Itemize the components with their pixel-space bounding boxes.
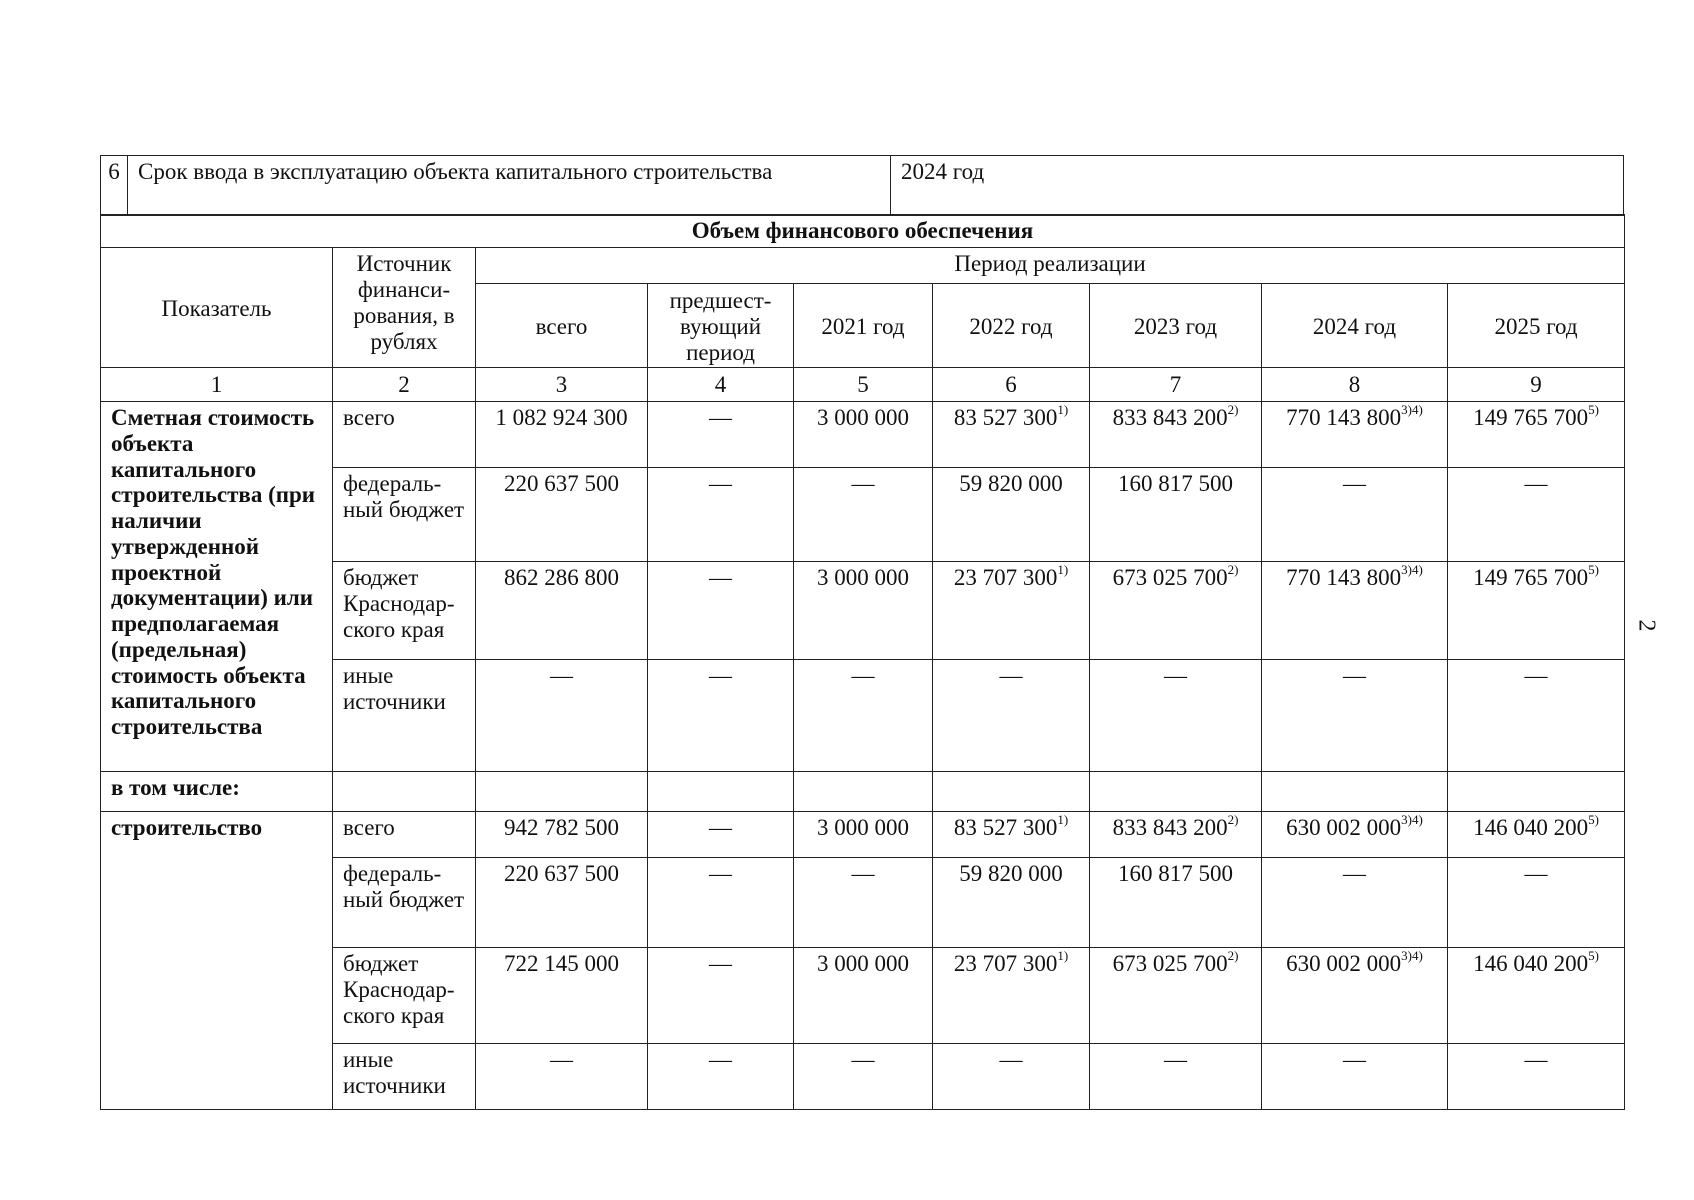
value-text: — — [1343, 471, 1366, 496]
table-row — [101, 812, 1625, 858]
source-label: бюджет Краснодар-ского края — [333, 562, 476, 660]
value-text: — — [1524, 471, 1548, 496]
row-number: 6 — [101, 156, 128, 216]
indicator-label: строительство — [101, 812, 333, 1110]
value-cell — [794, 402, 933, 468]
value-cell — [1090, 858, 1262, 948]
value-text: — — [851, 861, 875, 886]
value-text: 770 143 800 — [1286, 405, 1402, 430]
value-cell — [1090, 468, 1262, 562]
value-text: — — [709, 471, 732, 496]
footnote-mark: 1) — [1057, 948, 1069, 964]
table-row — [101, 402, 1625, 468]
value-cell — [1262, 660, 1448, 772]
value-text: — — [999, 1047, 1023, 1072]
value-text: — — [1343, 1047, 1366, 1072]
value-cell — [1262, 402, 1448, 468]
value-text: 673 025 700 — [1112, 951, 1228, 976]
header-col: предшест-вующий период — [648, 284, 794, 368]
value-text: — — [550, 663, 573, 688]
indicator-label: Сметная стоимость объекта капитального строительства (при наличии утвержденной проектной документации) или предполагаемая (предельная) стоимость объекта капитального строительства — [101, 402, 333, 772]
value-cell — [476, 660, 648, 772]
header-period: Период реализации — [476, 248, 1625, 284]
value-text: 220 637 500 — [504, 471, 619, 496]
source-label: иные источники — [333, 660, 476, 772]
value-text: 59 820 000 — [959, 471, 1063, 496]
column-number: 9 — [1448, 368, 1625, 402]
value-cell — [1448, 1044, 1625, 1110]
value-cell — [794, 948, 933, 1044]
value-text: 770 143 800 — [1286, 565, 1402, 590]
value-cell — [476, 402, 648, 468]
value-text: — — [709, 405, 732, 430]
value-text: 146 040 200 — [1473, 815, 1589, 840]
value-cell — [933, 660, 1090, 772]
footnote-mark: 5) — [1588, 948, 1599, 964]
value-text: 833 843 200 — [1112, 405, 1228, 430]
value-text: — — [709, 1047, 732, 1072]
value-cell — [1448, 948, 1625, 1044]
value-cell — [1090, 562, 1262, 660]
column-number: 1 — [101, 368, 333, 402]
value-text: 3 000 000 — [817, 815, 909, 840]
value-text: 942 782 500 — [504, 815, 619, 840]
value-text: — — [550, 1047, 573, 1072]
source-label: всего — [333, 812, 476, 858]
section-title-row — [101, 215, 1625, 248]
footnote-mark: 2) — [1227, 812, 1239, 828]
footnote-mark: 3)4) — [1401, 562, 1423, 578]
header-row-1 — [101, 248, 1625, 284]
header-col: всего — [476, 284, 648, 368]
value-text: 160 817 500 — [1118, 471, 1233, 496]
value-cell — [794, 812, 933, 858]
value-cell — [794, 1044, 933, 1110]
footnote-mark: 2) — [1227, 562, 1239, 578]
commissioning-table — [100, 155, 1624, 216]
value-cell — [794, 660, 933, 772]
footnote-mark: 5) — [1588, 402, 1599, 418]
value-cell — [1448, 468, 1625, 562]
value-cell — [648, 1044, 794, 1110]
source-label: федераль-ный бюджет — [333, 858, 476, 948]
section-title: Объем финансового обеспечения — [101, 215, 1625, 248]
source-label: иные источники — [333, 1044, 476, 1110]
value-cell — [933, 858, 1090, 948]
group-total-cost — [101, 402, 1625, 772]
value-cell — [794, 562, 933, 660]
footnote-mark: 1) — [1057, 402, 1069, 418]
footnote-mark: 2) — [1227, 948, 1239, 964]
value-cell — [1090, 948, 1262, 1044]
value-text: 1 082 924 300 — [495, 405, 628, 430]
value-cell — [476, 468, 648, 562]
value-text: — — [851, 663, 875, 688]
value-text: 220 637 500 — [504, 861, 619, 886]
header-col: 2022 год — [933, 284, 1090, 368]
value-cell — [1448, 858, 1625, 948]
value-cell — [476, 812, 648, 858]
column-number: 8 — [1262, 368, 1448, 402]
value-cell — [476, 948, 648, 1044]
column-numbers-row — [101, 368, 1625, 402]
value-cell — [1448, 812, 1625, 858]
value-text: 862 286 800 — [504, 565, 619, 590]
value-text: 23 707 300 — [953, 565, 1058, 590]
page-number: 2 — [1633, 619, 1660, 632]
header-col: 2021 год — [794, 284, 933, 368]
value-cell — [933, 562, 1090, 660]
value-text: — — [709, 565, 732, 590]
value-text: — — [709, 951, 732, 976]
column-number: 5 — [794, 368, 933, 402]
commissioning-row — [101, 156, 1624, 216]
value-cell — [648, 402, 794, 468]
value-text: — — [1524, 1047, 1548, 1072]
source-label: бюджет Краснодар-ского края — [333, 948, 476, 1044]
value-cell — [1090, 1044, 1262, 1110]
including-row — [101, 772, 1625, 812]
commissioning-label: Срок ввода в эксплуатацию объекта капитального строительства — [128, 156, 891, 216]
footnote-mark: 1) — [1057, 562, 1069, 578]
value-text: — — [709, 815, 732, 840]
commissioning-value: 2024 год — [891, 156, 1624, 216]
value-cell — [648, 948, 794, 1044]
footnote-mark: 3)4) — [1401, 402, 1423, 418]
value-text: 630 002 000 — [1286, 951, 1402, 976]
value-cell — [648, 660, 794, 772]
value-text: 146 040 200 — [1473, 951, 1589, 976]
value-cell — [648, 468, 794, 562]
value-text: 149 765 700 — [1473, 405, 1589, 430]
value-cell — [933, 1044, 1090, 1110]
value-text: 149 765 700 — [1473, 565, 1589, 590]
value-cell — [1262, 562, 1448, 660]
value-cell — [1090, 660, 1262, 772]
value-cell — [794, 858, 933, 948]
value-cell — [933, 402, 1090, 468]
value-text: 83 527 300 — [953, 405, 1058, 430]
value-cell — [476, 562, 648, 660]
value-text: — — [851, 471, 875, 496]
source-label: федераль-ный бюджет — [333, 468, 476, 562]
value-cell — [1090, 812, 1262, 858]
footnote-mark: 5) — [1588, 562, 1599, 578]
value-text: 23 707 300 — [953, 951, 1058, 976]
source-label: всего — [333, 402, 476, 468]
value-cell — [1448, 660, 1625, 772]
footnote-mark: 1) — [1057, 812, 1069, 828]
value-text: 3 000 000 — [817, 951, 909, 976]
value-cell — [476, 1044, 648, 1110]
footnote-mark: 2) — [1227, 402, 1239, 418]
value-cell — [1262, 858, 1448, 948]
column-number: 3 — [476, 368, 648, 402]
value-text: — — [1524, 663, 1548, 688]
value-text: 160 817 500 — [1118, 861, 1233, 886]
value-cell — [648, 562, 794, 660]
financing-table — [100, 214, 1625, 1110]
value-text: — — [1524, 861, 1548, 886]
column-number: 7 — [1090, 368, 1262, 402]
header-indicator: Показатель — [101, 248, 333, 368]
value-text: 83 527 300 — [953, 815, 1058, 840]
value-text: — — [709, 663, 732, 688]
footnote-mark: 3)4) — [1401, 948, 1423, 964]
value-text: 833 843 200 — [1112, 815, 1228, 840]
including-label: в том числе: — [101, 772, 333, 812]
value-cell — [933, 948, 1090, 1044]
value-text: — — [1164, 663, 1187, 688]
value-text: 673 025 700 — [1112, 565, 1228, 590]
header-col: 2025 год — [1448, 284, 1625, 368]
value-text: — — [1164, 1047, 1187, 1072]
value-cell — [1262, 468, 1448, 562]
value-text: — — [1343, 663, 1366, 688]
header-col: 2023 год — [1090, 284, 1262, 368]
value-cell — [648, 858, 794, 948]
value-cell — [1262, 948, 1448, 1044]
column-number: 2 — [333, 368, 476, 402]
value-cell — [1090, 402, 1262, 468]
value-cell — [1262, 1044, 1448, 1110]
value-text: — — [709, 861, 732, 886]
value-text: 630 002 000 — [1286, 815, 1402, 840]
value-cell — [476, 858, 648, 948]
value-cell — [794, 468, 933, 562]
value-cell — [1448, 402, 1625, 468]
value-text: 3 000 000 — [817, 405, 909, 430]
group-construction — [101, 812, 1625, 1110]
footnote-mark: 3)4) — [1401, 812, 1423, 828]
value-cell — [1262, 812, 1448, 858]
value-text: 59 820 000 — [959, 861, 1063, 886]
column-number: 6 — [933, 368, 1090, 402]
value-cell — [933, 468, 1090, 562]
header-col: 2024 год — [1262, 284, 1448, 368]
value-cell — [648, 812, 794, 858]
value-text: — — [851, 1047, 875, 1072]
value-text: 3 000 000 — [817, 565, 909, 590]
value-text: — — [999, 663, 1023, 688]
value-cell — [933, 812, 1090, 858]
footnote-mark: 5) — [1588, 812, 1599, 828]
value-cell — [1448, 562, 1625, 660]
value-text: 722 145 000 — [504, 951, 619, 976]
header-source: Источник финанси-рования, в рублях — [333, 248, 476, 368]
value-text: — — [1343, 861, 1366, 886]
column-number: 4 — [648, 368, 794, 402]
